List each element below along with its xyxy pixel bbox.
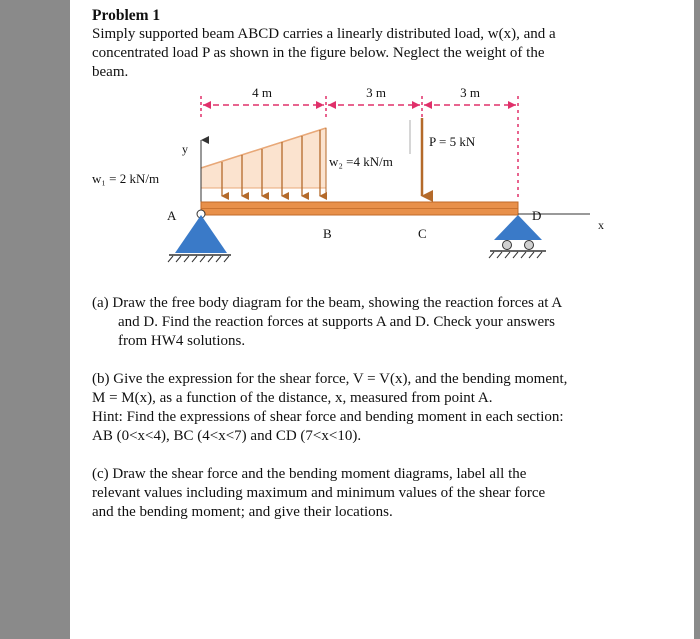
- question-c: [92, 465, 652, 522]
- question-c-line-2: relevant values including maximum and minimum values of the shear force: [92, 485, 546, 501]
- problem-title: Problem 1: [92, 7, 161, 24]
- dim-label-ab: 4 m: [252, 85, 272, 100]
- load-w2-label: w₂ =4 kN/m: [329, 154, 393, 169]
- questions: [92, 294, 652, 541]
- roller-d-1: [503, 241, 512, 250]
- y-axis: [182, 140, 201, 212]
- point-a-label: A: [167, 208, 177, 223]
- support-a-triangle: [175, 215, 227, 253]
- beam: [201, 202, 518, 215]
- ground-d-hatch: [489, 252, 542, 258]
- statement-line-3: beam.: [92, 64, 129, 80]
- question-b-line-2: M = M(x), as a function of the distance, x, measured from point A.: [92, 390, 493, 406]
- question-b-line-3: Hint: Find the expressions of shear force and bending moment in each section:: [92, 409, 564, 425]
- question-a: [92, 294, 652, 351]
- point-load-label: P = 5 kN: [429, 134, 476, 149]
- support-a: [167, 208, 231, 262]
- question-a-line-3: from HW4 solutions.: [118, 333, 246, 349]
- dim-label-bc: 3 m: [366, 85, 386, 100]
- question-b: [92, 370, 652, 446]
- question-a-line-2: and D. Find the reaction forces at supports A and D. Check your answers: [118, 314, 555, 330]
- point-load-p: [410, 118, 476, 196]
- dim-label-cd: 3 m: [460, 85, 480, 100]
- point-c-label: C: [418, 226, 427, 241]
- document-page: [70, 0, 694, 639]
- point-d-label: D: [532, 208, 542, 223]
- statement-line-2: concentrated load P as shown in the figure below. Neglect the weight of the: [92, 45, 545, 61]
- question-b-line-1: (b) Give the expression for the shear force, V = V(x), and the bending moment,: [92, 371, 568, 387]
- ground-a-hatch: [168, 256, 229, 262]
- question-c-line-1: (c) Draw the shear force and the bending moment diagrams, label all the: [92, 466, 527, 482]
- x-axis-label: x: [598, 218, 604, 232]
- roller-d-2: [525, 241, 534, 250]
- statement-line-1: Simply supported beam ABCD carries a linearly distributed load, w(x), and a: [92, 26, 556, 42]
- question-b-line-4: AB (0<x<4), BC (4<x<7) and CD (7<x<10).: [92, 428, 362, 444]
- load-w1-label: w₁ = 2 kN/m: [92, 171, 160, 186]
- load-area: [201, 128, 326, 188]
- beam-diagram: [70, 0, 694, 290]
- question-a-line-1: (a) Draw the free body diagram for the beam, showing the reaction forces at A: [92, 295, 563, 311]
- distributed-load: [92, 128, 393, 196]
- point-b-label: B: [323, 226, 332, 241]
- y-axis-label: y: [182, 142, 188, 156]
- question-c-line-3: and the bending moment; and give their locations.: [92, 504, 393, 520]
